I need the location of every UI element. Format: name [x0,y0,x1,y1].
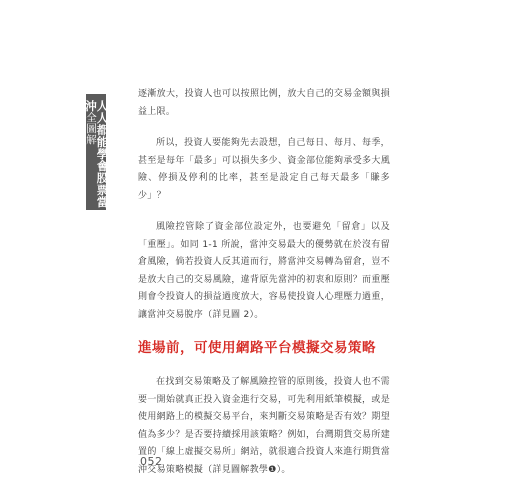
section-heading: 進場前，可使用網路平台模擬交易策略 [138,340,376,356]
book-subtitle: 全圖解 [85,112,97,145]
paragraph-continued: 逐漸放大，投資人也可以按照比例，放大自己的交易金額與損益上限。 [138,89,390,117]
book-title: 人人都能學會股票當沖 [84,100,110,208]
chapter-side-tab [84,94,110,210]
paragraph-simulation: 在找到交易策略及了解風險控管的原則後，投資人也不需要一開始就真正投入資金進行交易，可先利用紙筆模擬，或是使用網路上的模擬交易平台，來判斷交易策略是否有效？期望值為多少？是否要持續採用該策略？例如，台灣期貨交易所建置的「線上虛擬交易所」網站，就很適合投資人來進行期貨當沖交易策略模擬（詳見圖解教學❶）。 [138,377,390,475]
side-tab-text [85,94,108,210]
page-content [138,86,390,493]
paragraph-risk-setting: 所以，投資人要能夠先去設想，自己每日、每月、每季，甚至是每年「最多」可以損失多少、資金部位能夠承受多大風險、停損及停利的比率，甚至是設定自己每天最多「賺多少」？ [138,138,390,201]
paragraph-risk-control: 風險控管除了資金部位設定外，也要避免「留倉」以及「重壓」。如同 1-1 所說，當沖交易最大的優勢就在於沒有留倉風險，倘若投資人反其道而行，將當沖交易轉為留倉，豈不是放大自己的交易風險，違背原先當沖的初衷和原則？而重壓則會令投資人的損益過度放大，容易使投資人心理壓力過重，讓當沖交易脫序（詳見圖 2）。 [138,222,390,320]
page-number: 052 [140,455,163,468]
